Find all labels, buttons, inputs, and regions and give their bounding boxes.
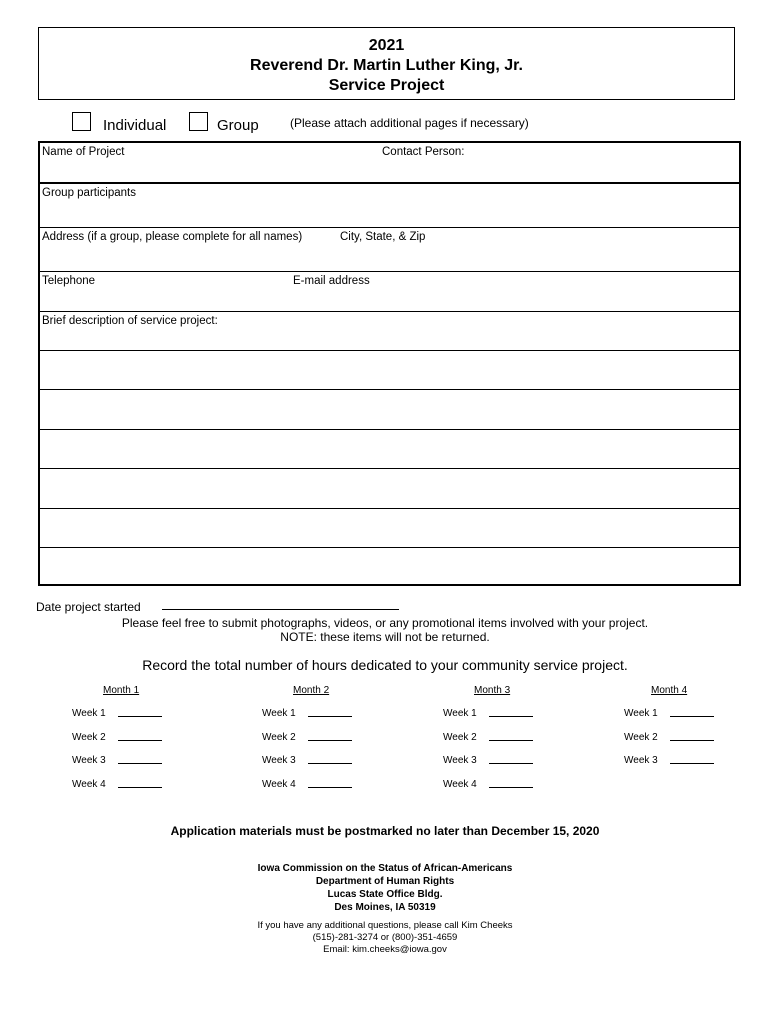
group-label: Group <box>217 117 259 134</box>
week-label: Week 3 <box>443 755 477 766</box>
date-started-label: Date project started <box>36 600 141 614</box>
week-hours-field[interactable] <box>118 787 162 788</box>
attach-pages-note: (Please attach additional pages if necessary) <box>290 116 529 130</box>
week-hours-field[interactable] <box>670 763 714 764</box>
address-row[interactable] <box>40 228 739 272</box>
telephone-row[interactable] <box>40 272 739 312</box>
group-participants-label: Group participants <box>42 187 136 199</box>
address-block <box>0 862 770 914</box>
month-title: Month 3 <box>474 685 511 696</box>
telephone-label: Telephone <box>42 275 96 287</box>
week-label: Week 3 <box>624 755 658 766</box>
address-line: Iowa Commission on the Status of African-Americans <box>257 863 513 874</box>
submit-note: Please feel free to submit photographs, videos, or any promotional items involved with your project. <box>121 616 649 630</box>
return-note: NOTE: these items will not be returned. <box>280 630 490 644</box>
contact-line: If you have any additional questions, please call Kim Cheeks <box>257 920 513 931</box>
description-line[interactable] <box>40 390 739 430</box>
week-hours-field[interactable] <box>489 763 533 764</box>
header-title: Reverend Dr. Martin Luther King, Jr. <box>250 57 523 74</box>
month-title: Month 4 <box>651 685 688 696</box>
description-label: Brief description of service project: <box>42 315 218 327</box>
description-row[interactable] <box>40 312 739 351</box>
header-subtitle: Service Project <box>328 77 445 94</box>
week-hours-field[interactable] <box>670 716 714 717</box>
week-hours-field[interactable] <box>489 740 533 741</box>
week-label: Week 4 <box>262 779 296 790</box>
contact-line: (515)-281-3274 or (800)-351-4659 <box>312 932 458 943</box>
description-line[interactable] <box>40 469 739 509</box>
week-label: Week 4 <box>72 779 106 790</box>
group-participants-row[interactable] <box>40 184 739 228</box>
week-label: Week 2 <box>262 732 296 743</box>
week-label: Week 1 <box>72 708 106 719</box>
individual-label: Individual <box>103 117 167 134</box>
week-label: Week 3 <box>262 755 296 766</box>
week-label: Week 1 <box>624 708 658 719</box>
address-line: Des Moines, IA 50319 <box>334 902 436 913</box>
project-name-label: Name of Project <box>42 146 125 158</box>
month-title: Month 2 <box>293 685 330 696</box>
week-label: Week 1 <box>443 708 477 719</box>
week-label: Week 2 <box>443 732 477 743</box>
deadline-note: Application materials must be postmarked no later than December 15, 2020 <box>170 824 600 838</box>
week-hours-field[interactable] <box>118 716 162 717</box>
week-label: Week 2 <box>624 732 658 743</box>
week-hours-field[interactable] <box>308 740 352 741</box>
contact-block <box>0 920 770 956</box>
application-form <box>38 141 741 586</box>
header-year: 2021 <box>368 37 405 54</box>
email-label: E-mail address <box>293 275 370 287</box>
address-line: Lucas State Office Bldg. <box>327 889 443 900</box>
week-label: Week 4 <box>443 779 477 790</box>
week-hours-field[interactable] <box>118 740 162 741</box>
week-hours-field[interactable] <box>118 763 162 764</box>
description-line[interactable] <box>40 430 739 469</box>
month-title: Month 1 <box>103 685 140 696</box>
group-checkbox[interactable] <box>189 112 208 131</box>
city-state-zip-label: City, State, & Zip <box>340 231 426 243</box>
address-line: Department of Human Rights <box>315 876 455 887</box>
contact-line: Email: kim.cheeks@iowa.gov <box>323 944 447 955</box>
date-started-field[interactable] <box>162 609 399 610</box>
hours-heading: Record the total number of hours dedicated to your community service project. <box>142 657 628 673</box>
description-line[interactable] <box>40 509 739 548</box>
contact-person-label: Contact Person: <box>382 146 465 158</box>
form-header <box>38 27 735 100</box>
week-hours-field[interactable] <box>489 787 533 788</box>
week-label: Week 1 <box>262 708 296 719</box>
week-hours-field[interactable] <box>489 716 533 717</box>
address-label: Address (if a group, please complete for all names) <box>42 231 303 243</box>
description-line[interactable] <box>40 351 739 390</box>
week-hours-field[interactable] <box>670 740 714 741</box>
week-label: Week 3 <box>72 755 106 766</box>
project-name-row[interactable] <box>40 143 739 184</box>
individual-checkbox[interactable] <box>72 112 91 131</box>
week-label: Week 2 <box>72 732 106 743</box>
week-hours-field[interactable] <box>308 716 352 717</box>
week-hours-field[interactable] <box>308 787 352 788</box>
week-hours-field[interactable] <box>308 763 352 764</box>
